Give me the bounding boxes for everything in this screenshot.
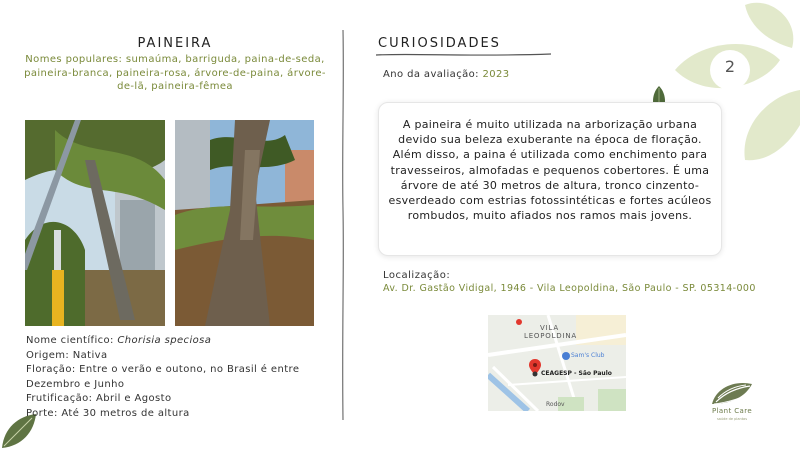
brand-name: Plant Care bbox=[711, 407, 753, 415]
plant-title: PAINEIRA bbox=[137, 36, 213, 51]
origin-line: Origem: Nativa bbox=[26, 349, 108, 361]
location-label: Localização: bbox=[383, 270, 451, 281]
map-poi-label: Sam's Club bbox=[571, 352, 605, 359]
section-title: CURIOSIDADES bbox=[378, 36, 501, 51]
plant-care-logo-icon bbox=[710, 380, 754, 406]
location-map[interactable] bbox=[488, 315, 626, 411]
scientific-name-value: Chorisia speciosa bbox=[117, 335, 212, 346]
title-underline bbox=[376, 52, 551, 58]
map-area-label-2: LEOPOLDINA bbox=[524, 332, 577, 340]
description-text: A paineira é muito utilizada na arborização urbana devido sua beleza exuberante na época de floração. Além disso, a paina é utilizada como enchimento para travesseiros, almofadas e pequenos cobertores. É uma árvore de até 30 metros de altura, tronco cinzento-esverdeado com estrias fotossintéticas e fortes acúleos rombudos, muito afiados nos ramos mais jovens. bbox=[388, 118, 712, 223]
evaluation-year bbox=[383, 69, 510, 80]
page-number: 2 bbox=[724, 57, 736, 76]
map-place-label: CEAGESP - São Paulo bbox=[541, 370, 612, 377]
brand-tagline: saúde de plantas bbox=[716, 417, 748, 421]
year-label: Ano da avaliação: bbox=[383, 69, 479, 80]
location-address: Av. Dr. Gastão Vidigal, 1946 - Vila Leopoldina, São Paulo - SP. 05314-000 bbox=[383, 283, 756, 294]
flowering-line: Floração: Entre o verão e outono, no Brasil é entre Dezembro e Junho bbox=[26, 364, 300, 390]
column-divider bbox=[338, 30, 348, 420]
tree-photo-1 bbox=[25, 120, 165, 326]
map-road-label: Rodov bbox=[546, 401, 565, 408]
fruiting-line: Frutificação: Abril e Agosto bbox=[26, 393, 172, 404]
year-value: 2023 bbox=[482, 69, 510, 80]
popular-names: Nomes populares: sumaúma, barriguda, paina-de-seda, paineira-branca, paineira-rosa, árvore-de-paina, árvore-de-lã, paineira-fêmea bbox=[24, 54, 326, 92]
map-area-label-1: VILA bbox=[540, 324, 559, 332]
tree-photo-2 bbox=[175, 120, 314, 326]
scientific-name-line bbox=[26, 334, 316, 349]
size-line: Porte: Até 30 metros de altura bbox=[26, 407, 190, 419]
plant-facts bbox=[26, 334, 316, 421]
scientific-name-label: Nome científico: bbox=[26, 335, 114, 346]
